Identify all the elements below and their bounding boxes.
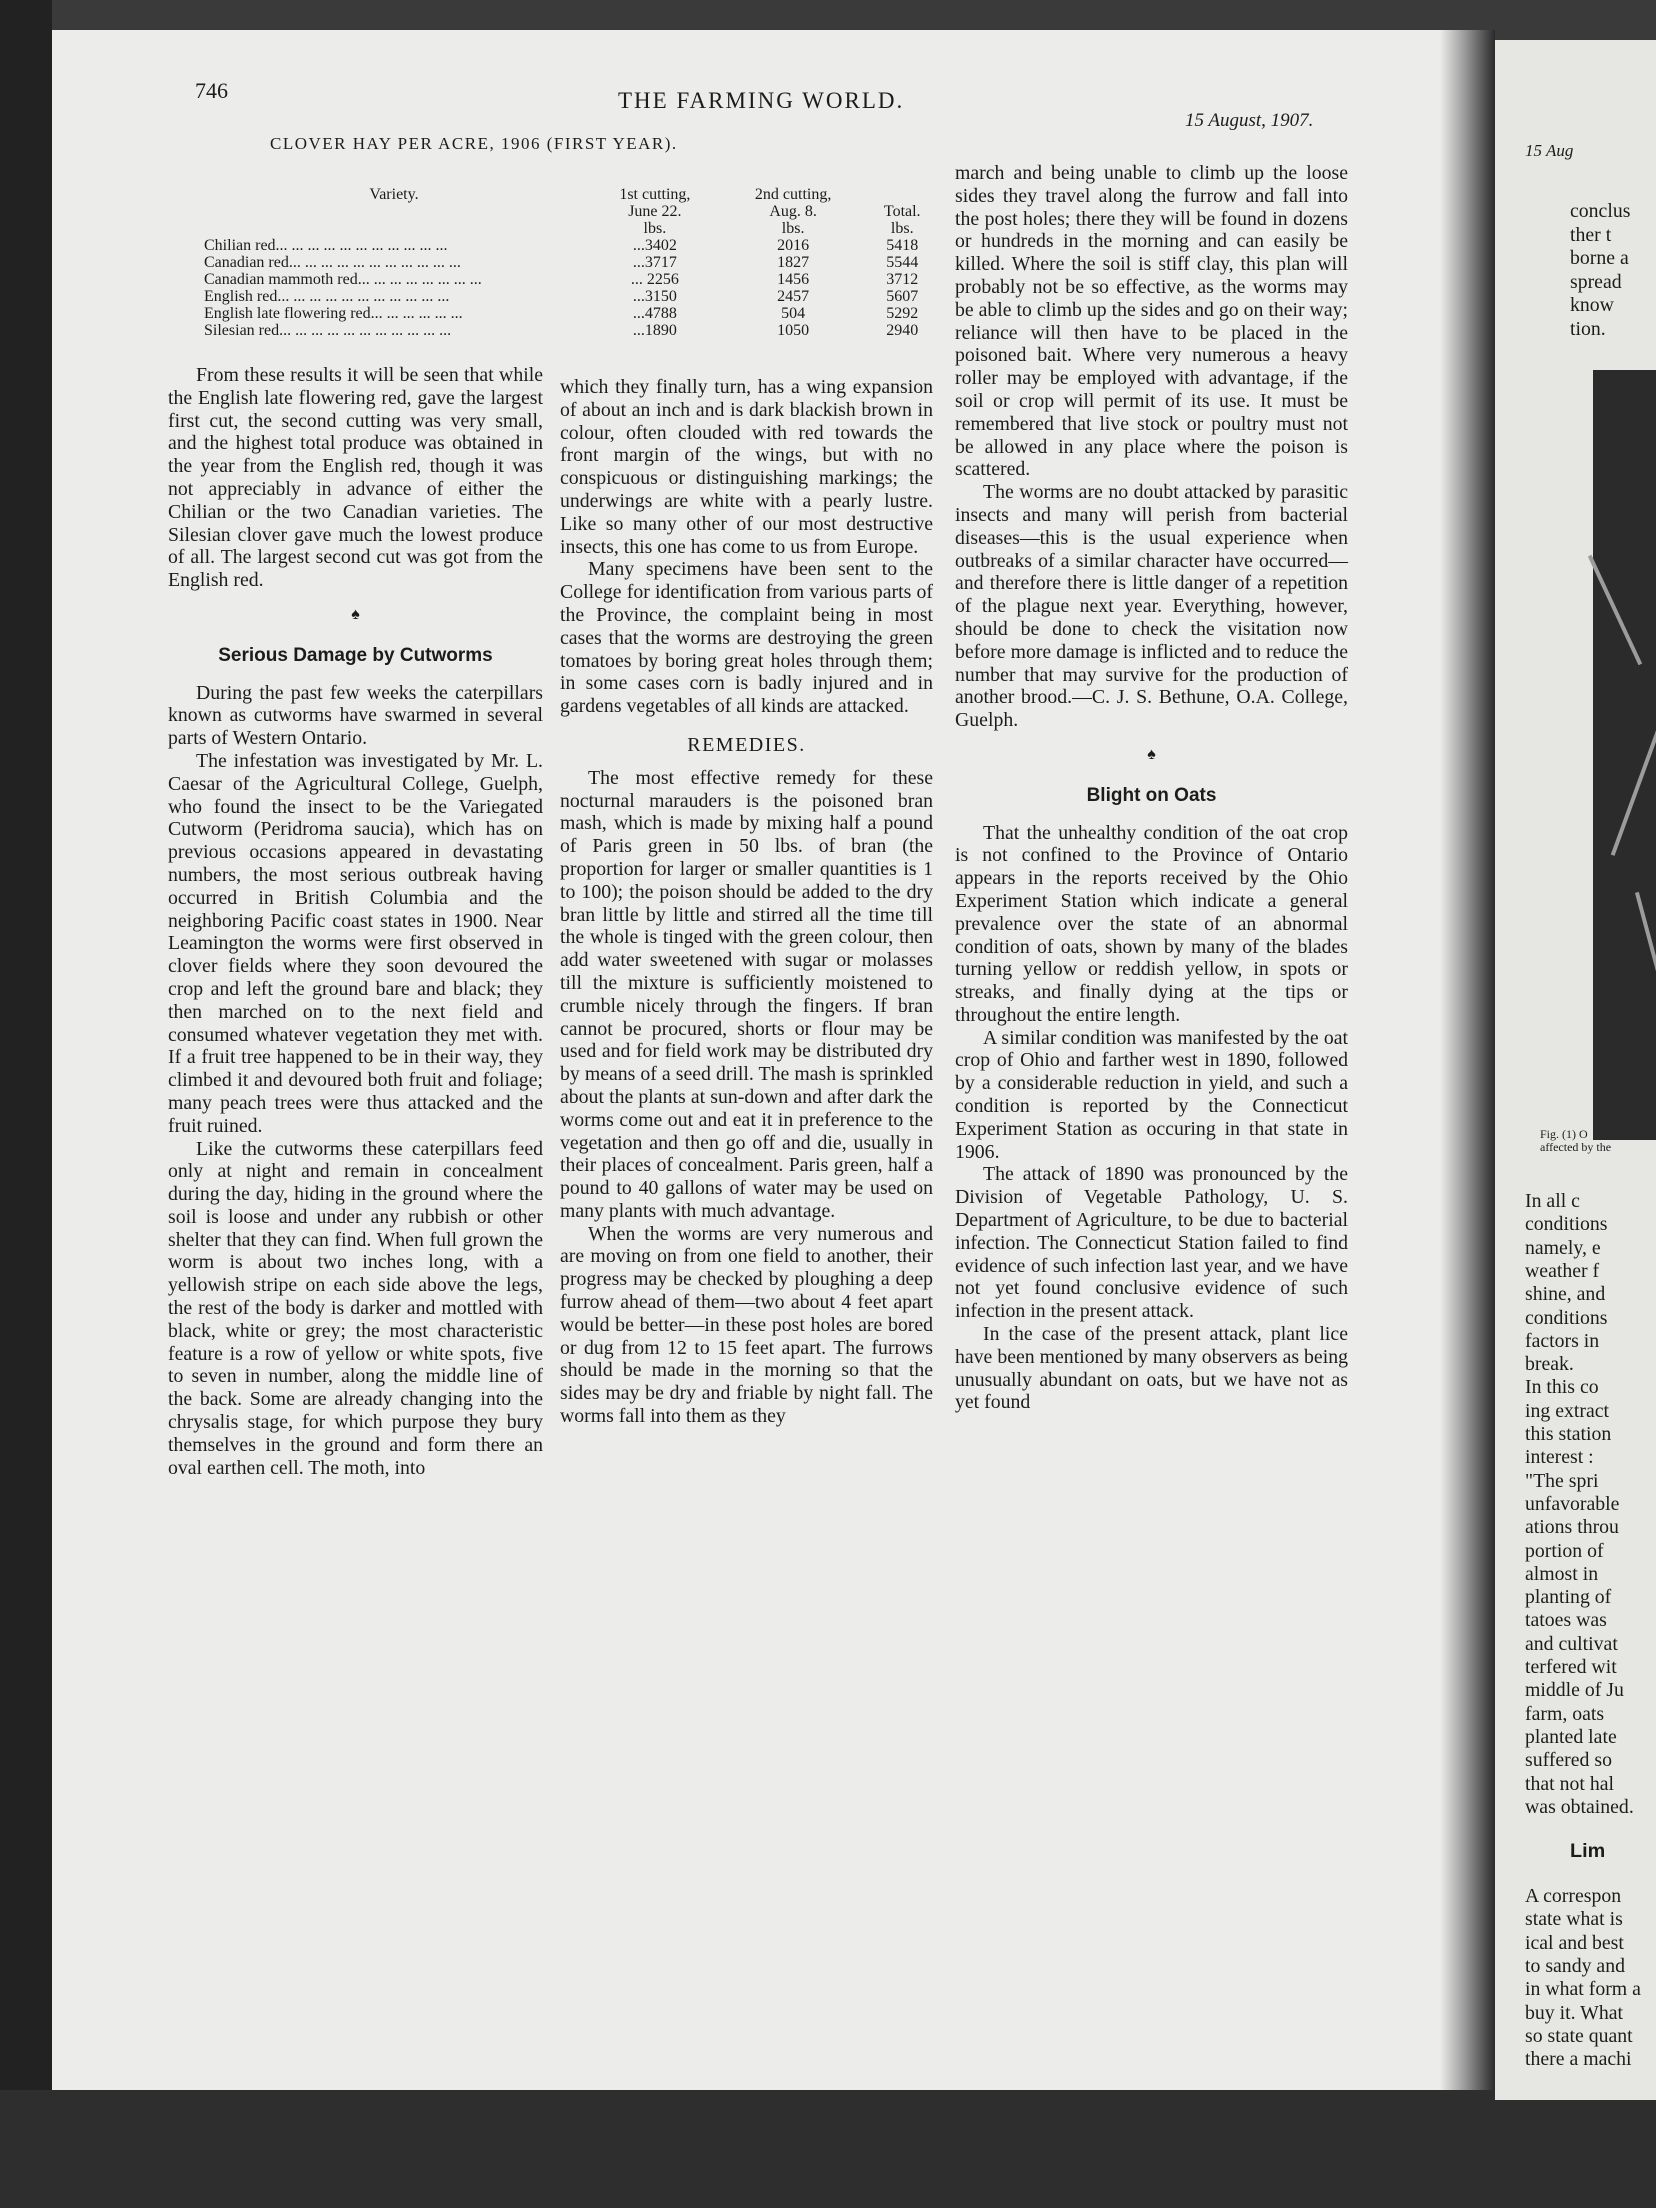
facing-page-line: buy it. What	[1525, 2001, 1623, 2024]
facing-page-line: conditions	[1525, 1213, 1608, 1236]
cell-first-cutting: ...1890	[632, 322, 677, 339]
facing-page-line: was obtained.	[1525, 1795, 1634, 1818]
clover-hay-table	[200, 186, 940, 339]
subheading: REMEDIES.	[687, 733, 806, 756]
photo-oat-blade	[1588, 555, 1642, 665]
col-header-total	[864, 186, 940, 237]
section-ornament: ♠	[351, 605, 360, 623]
cell-second-cutting: 1050	[777, 322, 810, 339]
cell-first-cutting: ...3150	[632, 288, 677, 305]
table-row	[200, 322, 940, 339]
facing-page-line: ical and best	[1525, 1931, 1624, 1954]
cell-first-cutting: ...4788	[632, 305, 677, 322]
book-gutter	[1440, 30, 1495, 2110]
paragraph: march and being unable to climb up the loose sides they travel along the furrow and fall into the post holes; there they will be found in dozens or hundreds in the morning and can easily be killed. Where the soil is stiff clay, this plan will probably not be so effective, as the worms may be able to climb up the sides and go on their way; reliance will then have to be placed in the poisoned bait. Where very numerous a heavy roller may be employed with advantage, if the soil or crop will permit of its use. It must be remembered that live stock or poultry must not be allowed in any place where the poison is scattered.	[955, 162, 1348, 481]
paragraph: From these results it will be seen that while the English late flowering red, gave the largest first cut, the second cutting was very small, and the highest total produce was obtained in the year from the English red, though it was not appreciably in advance of either the Chilian or the two Canadian varieties. The Silesian clover gave much the lowest produce of all. The largest second cut was got from the English red.	[168, 364, 543, 592]
table-row	[200, 305, 940, 322]
cell-second-cutting: 2016	[777, 237, 810, 254]
column-2	[560, 376, 933, 1428]
facing-page-line: conditions	[1525, 1306, 1608, 1329]
facing-page-line: ing extract	[1525, 1399, 1610, 1422]
article-heading: Blight on Oats	[1086, 784, 1217, 806]
table-title: CLOVER HAY PER ACRE, 1906 (FIRST YEAR).	[270, 134, 678, 153]
table-row	[200, 288, 940, 305]
section-ornament: ♠	[1147, 745, 1156, 763]
cell-total: 5418	[886, 237, 919, 254]
facing-page-line: in what form a	[1525, 1978, 1641, 2001]
facing-page-line: In all c	[1525, 1190, 1580, 1212]
photo-oat-blade	[1611, 704, 1656, 856]
cell-second-cutting: 1456	[777, 271, 810, 288]
page-number: 746	[195, 78, 228, 103]
facing-page-line: this station	[1525, 1423, 1612, 1445]
facing-page-line: there a machi	[1525, 2048, 1632, 2071]
facing-page-line: planting of	[1525, 1586, 1612, 1609]
cell-second-cutting: 504	[781, 305, 806, 322]
facing-page-line: farm, oats	[1525, 1702, 1605, 1725]
facing-page-line: suffered so	[1525, 1749, 1612, 1772]
facing-page-line: terfered wit	[1525, 1656, 1617, 1678]
facing-page-line: interest :	[1525, 1446, 1594, 1469]
facing-page-line: break.	[1525, 1353, 1574, 1376]
facing-page-line: spread	[1570, 270, 1622, 293]
paragraph: which they finally turn, has a wing expansion of about an inch and is dark blackish brown in colour, often clouded with red towards the front margin of the wings, but with no conspicuous or distinguishing markings; the underwings are white with a pearly lustre. Like so many other of our most destructive insects, this one has come to us from Europe.	[560, 376, 933, 558]
facing-page-line: middle of Ju	[1525, 1679, 1624, 1702]
header-line: 1st cutting,	[619, 186, 691, 203]
article-heading: Serious Damage by Cutworms	[218, 644, 493, 666]
facing-page-line: factors in	[1525, 1329, 1600, 1352]
paragraph: The worms are no doubt attacked by parasitic insects and many will perish from bacterial diseases—this is the usual experience when outbreaks of a similar character have occurred—and therefore there is little danger of a repetition of the plague next year. Everything, however, should be done to check the visitation now before more damage is inflicted and to reduce the number that may survive for the production of another brood.—C. J. S. Bethune, O.A. College, Guelph.	[955, 481, 1348, 732]
figure-caption	[1540, 1128, 1611, 1154]
table-row	[200, 237, 940, 254]
paragraph: The attack of 1890 was pronounced by the Division of Vegetable Pathology, U. S. Department of Agriculture, to be due to bacterial infection. The Connecticut Station failed to find evidence of such infection last year, and we have not yet found conclusive evidence of such infection in the present attack.	[955, 1163, 1348, 1323]
header-line: lbs.	[643, 220, 667, 237]
facing-page-line: borne a	[1570, 247, 1629, 269]
facing-page-line: weather f	[1525, 1259, 1600, 1282]
cell-variety: Canadian mammoth red... ... ... ... ... ... ... ...	[204, 271, 482, 288]
cell-variety: English red... ... ... ... ... ... ... ... ... ... ...	[204, 288, 450, 305]
col-header-first-cutting	[588, 186, 722, 237]
facing-page-line: tion.	[1570, 317, 1606, 340]
table-row	[200, 254, 940, 271]
caption-line: Fig. (1) O	[1540, 1127, 1588, 1141]
header-line: 2nd cutting,	[754, 186, 832, 203]
facing-page-line: so state quant	[1525, 2024, 1633, 2047]
facing-page	[1495, 40, 1656, 2100]
cell-total: 2940	[886, 322, 919, 339]
paragraph: Like the cutworms these caterpillars feed only at night and remain in concealment during the day, hiding in the ground where the soil is loose and under any rubbish or other shelter that they can find. When full grown the worm is about two inches long, with a yellowish stripe on each side above the legs, the rest of the body is darker and mottled with black, white or grey; the most characteristic feature is a row of yellow or white spots, five to seven in number, along the middle line of the back. Some are already changing into the chrysalis stage, for which purpose they bury themselves in the ground and form there an oval earthen cell. The moth, into	[168, 1137, 543, 1479]
facing-page-line: and cultivat	[1525, 1632, 1618, 1655]
header-line: Total.	[883, 203, 921, 220]
paragraph: The most effective remedy for these nocturnal marauders is the poisoned bran mash, which is made by mixing half a pound of Paris green in 50 lbs. of bran (the proportion for larger or smaller quantities is 1 to 100); the poison should be added to the dry bran little by little and stirred all the time till the whole is tinged with the green colour, then add water sweetened with sugar or molasses till the mixture is sufficiently moistened to crumble nicely through the fingers. If bran cannot be procured, shorts or flour may be used and for field work may be distributed dry by means of a seed drill. The mash is sprinkled about the plants at sun-down and after dark the worms come out and eat it in preference to the vegetation and then go off and die, usually in their places of concealment. Paris green, half a pound to 40 gallons of water may be used on many plants with much advantage.	[560, 766, 933, 1222]
scan-border-left	[0, 0, 52, 2208]
header-line: lbs.	[890, 220, 914, 237]
cell-second-cutting: 2457	[777, 288, 810, 305]
header-line: lbs.	[781, 220, 805, 237]
running-head: THE FARMING WORLD.	[618, 88, 905, 113]
cell-first-cutting: ...3717	[632, 254, 677, 271]
facing-page-heading: Lim	[1570, 1840, 1606, 1862]
facing-page-line: namely, e	[1525, 1236, 1601, 1259]
col-header-variety: Variety.	[369, 186, 419, 203]
facing-page-line: conclus	[1570, 200, 1631, 222]
cell-variety: Silesian red... ... ... ... ... ... ... ... ... ... ...	[204, 322, 452, 339]
facing-page-line: planted late	[1525, 1725, 1617, 1748]
cell-variety: Chilian red... ... ... ... ... ... ... ... ... ... ...	[204, 237, 448, 254]
header-line: June 22.	[628, 203, 682, 220]
facing-page-line: portion of	[1525, 1539, 1604, 1562]
cell-total: 5544	[886, 254, 919, 271]
facing-page-line: ations throu	[1525, 1516, 1619, 1539]
caption-line: affected by the	[1540, 1140, 1612, 1154]
paragraph: A similar condition was manifested by the oat crop of Ohio and farther west in 1890, followed by a considerable reduction in yield, and such a condition is reported by the Connecticut Experiment Station as occuring in that state in 1906.	[955, 1026, 1348, 1163]
facing-page-line: almost in	[1525, 1562, 1599, 1585]
oat-blight-photo	[1593, 370, 1656, 1140]
paragraph: In the case of the present attack, plant lice have been mentioned by many observers as being unusually abundant on oats, but we have not as yet found	[955, 1323, 1348, 1414]
facing-page-line: know	[1570, 294, 1614, 316]
facing-page-line: A correspon	[1525, 1885, 1622, 1907]
paragraph: Many specimens have been sent to the College for identification from various parts of the Province, the complaint being in most cases that the worms are destroying the green tomatoes by boring great holes through them; in some cases corn is badly injured and in gardens vegetables of all kinds are attacked.	[560, 558, 933, 718]
facing-page-line: to sandy and	[1525, 1954, 1625, 1977]
table-body	[200, 237, 940, 339]
cell-total: 3712	[886, 271, 919, 288]
cell-total: 5607	[886, 288, 919, 305]
table-row	[200, 271, 940, 288]
paragraph: That the unhealthy condition of the oat crop is not confined to the Province of Ontario appears in the reports received by the Ohio Experiment Station which indicate a general prevalence over the state of an abnormal condition of oats, shown by many of the blades turning yellow or reddish yellow, in spots or streaks, and finally dying at the tips or throughout the entire length.	[955, 821, 1348, 1026]
cell-second-cutting: 1827	[777, 254, 810, 271]
paragraph: When the worms are very numerous and are moving on from one field to another, their progress may be checked by ploughing a deep furrow ahead of them—two about 4 feet apart would be better—in these post holes are bored or dug from 12 to 15 feet apart. The furrows should be made in the morning so that the sides may be dry and friable by night fall. The worms fall into them as they	[560, 1222, 933, 1428]
facing-page-line: tatoes was	[1525, 1609, 1607, 1632]
facing-page-line: In this co	[1525, 1376, 1599, 1399]
paragraph: The infestation was investigated by Mr. L. Caesar of the Agricultural College, Guelph, who found the insect to be the Variegated Cutworm (Peridroma saucia), which has on previous occasions appeared in devastating numbers, the most serious outbreak having occurred in British Columbia and the neighboring Pacific coast states in 1900. Near Leamington the worms were first observed in clover fields where they soon devoured the crop and left the ground bare and black; they then marched on to the next field and consumed whatever vegetation they met with. If a fruit tree happened to be in their way, they climbed it and devoured both fruit and foliage; many peach trees were thus attacked and the fruit ruined.	[168, 749, 543, 1137]
paragraph: During the past few weeks the caterpillars known as cutworms have swarmed in several parts of Western Ontario.	[168, 681, 543, 750]
table-header-row	[200, 186, 940, 237]
facing-page-line: state what is	[1525, 1908, 1623, 1931]
col-header-second-cutting	[722, 186, 865, 237]
facing-page-line: shine, and	[1525, 1283, 1606, 1306]
cell-first-cutting: ... 2256	[630, 271, 679, 288]
facing-page-line: unfavorable	[1525, 1492, 1620, 1515]
scan-border-bottom	[0, 2090, 1656, 2208]
photo-oat-blade	[1635, 892, 1656, 1028]
cell-variety: Canadian red... ... ... ... ... ... ... ... ... ... ...	[204, 254, 461, 271]
cell-total: 5292	[886, 305, 919, 322]
facing-page-line: ther t	[1570, 223, 1612, 246]
column-1	[168, 364, 543, 1479]
facing-page-line: "The spri	[1525, 1469, 1599, 1492]
cell-variety: English late flowering red... ... ... ... ... ...	[204, 305, 463, 322]
column-3	[955, 162, 1348, 1414]
issue-date: 15 August, 1907.	[1185, 110, 1314, 131]
facing-page-line: that not hal	[1525, 1772, 1614, 1795]
header-line: Aug. 8.	[769, 203, 817, 220]
cell-first-cutting: ...3402	[632, 237, 677, 254]
facing-page-header: 15 Aug	[1525, 141, 1574, 160]
